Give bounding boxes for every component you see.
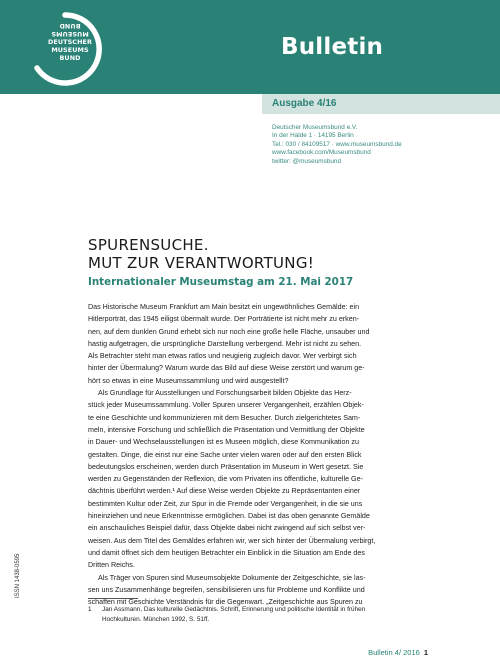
- body-line: sen uns Zusammenhänge begreifen, sensibilisieren uns für Probleme und Konflikte und: [88, 585, 365, 594]
- heading-line-2: MUT ZUR VERANTWORTUNG!: [88, 254, 315, 272]
- footnote-text-1: Jan Assmann, Das kulturelle Gedächtnis. Schrift, Erinnerung und politische Identität in frühen: [102, 606, 366, 613]
- logo-mirrored-line-2: MUSEUMS: [51, 30, 89, 38]
- logo-line-1: DEUTSCHER: [47, 38, 93, 46]
- article-body: [88, 301, 418, 608]
- body-line: hastig aufgetragen, die ursprüngliche Darstellung verbergend. Mehr ist nicht zu sehen.: [88, 339, 362, 348]
- contact-org: Deutscher Museumsbund e.V.: [272, 124, 358, 131]
- footnote-line: [88, 605, 418, 615]
- body-line: hineinziehen und neue Erkenntnisse ermöglichen. Dabei ist das oben genannte Gemälde: [88, 512, 370, 521]
- page-number: 1: [423, 648, 428, 657]
- footnote-divider: [88, 598, 138, 599]
- heading-line-1: SPURENSUCHE.: [88, 236, 209, 254]
- body-line: dächtnis überführt werden.¹ Auf diese Weise werden Objekte zu Repräsentanten einer: [88, 487, 361, 496]
- body-line: Als Betrachter steht man etwas ratlos und neugierig zugleich davor. Wer verbirgt sich: [88, 352, 357, 361]
- body-line: ein anschauliches Beispiel dafür, dass Objekte dabei nicht zwingend auf sich selbst ver-: [88, 524, 366, 533]
- footnote: [88, 605, 418, 625]
- footnote-text-2: Hochkulturen. München 1992, S. 51ff.: [102, 616, 210, 623]
- issn-label: ISSN 1438-0595: [15, 553, 21, 598]
- body-line: Als Grundlage für Ausstellungen und Forschungsarbeit bilden Objekte das Herz-: [98, 389, 352, 398]
- header-band: [0, 0, 500, 94]
- logo-wordmark: [40, 22, 100, 62]
- issue-label: Ausgabe 4/16: [272, 98, 337, 109]
- body-line: Als Träger von Spuren sind Museumsobjekte Dokumente der Zeitgeschichte, sie las-: [98, 573, 366, 582]
- body-line: werden zu Gegenständen der Reflexion, die vom Privaten ins öffentliche, kulturelle Ge-: [88, 475, 363, 484]
- footer-label: Bulletin 4/ 2016: [368, 648, 420, 657]
- body-line: in Dauer- und Wechselausstellungen ist es Museen möglich, diese Kommunikation zu: [88, 438, 359, 447]
- body-line: hinter der Übermalung? Warum wurde das Bild auf diese Weise zerstört und warum ge-: [88, 364, 365, 373]
- body-line: Hitlerporträt, das 1945 eiligst übermalt wurde. Der Porträtierte ist nicht mehr zu erken-: [88, 315, 360, 324]
- logo-mirrored-line-1: BUND: [59, 22, 81, 30]
- body-line: Dritten Reichs.: [88, 561, 135, 570]
- page-footer: [368, 648, 428, 657]
- body-line: gestalten. Dinge, die einst nur eine Sache unter vielen waren oder auf den ersten Blick: [88, 450, 362, 459]
- body-line: bestimmten Kultur oder Zeit, zur Spur in die Fremde oder Vergangenheit, in die sie uns: [88, 499, 363, 508]
- contact-facebook-link[interactable]: www.facebook.com/Museumsbund: [272, 149, 371, 157]
- body-line: nen, auf dem dunklen Grund erhebt sich nur noch eine große helle Fläche, unsauber und: [88, 327, 370, 336]
- body-line: weisen. Aus dem Titel des Gemäldes erfahren wir, wer sich hinter der Übermalung verbirgt,: [88, 536, 376, 545]
- logo-line-3: BUND: [59, 54, 81, 62]
- article-heading: [88, 236, 314, 272]
- body-line: und damit öffnet sich dem heutigen Betrachter ein Einblick in die Situation am Ende des: [88, 548, 365, 557]
- contact-block: [272, 124, 402, 166]
- contact-address: In der Halde 1 · 14195 Berlin: [272, 132, 354, 140]
- body-line: schaffen mit Geschichte Verständnis für die Gegenwart. „Zeitgeschichte aus Spuren zu: [88, 598, 363, 607]
- body-line: Das Historische Museum Frankfurt am Main besitzt ein ungewöhnliches Gemälde: ein: [88, 303, 360, 311]
- contact-twitter-link[interactable]: twitter: @museumsbund: [272, 157, 341, 165]
- body-line: hört so etwas in eine Museumssammlung und wird ausgestellt?: [88, 376, 289, 385]
- footnote-number: 1: [88, 606, 92, 613]
- article-subtitle: Internationaler Museumstag am 21. Mai 2017: [88, 276, 354, 288]
- body-line: te eine Geschichte und kommunizieren mit dem Besucher. Durch zielgerichtetes Sam-: [88, 413, 361, 422]
- body-line: meln, intensive Forschung und schließlich die Präsentation und Vermittlung der Objekte: [88, 425, 365, 434]
- body-line: bedeutungslos erscheinen, werden durch Präsentation im Museum in Wert gesetzt. Sie: [88, 462, 364, 471]
- contact-phone-web[interactable]: Tel.: 030 / 84109517 · www.museumsbund.de: [272, 140, 402, 148]
- logo-line-2: MUSEUMS: [51, 46, 89, 54]
- body-line: stück jeder Museumssammlung. Voller Spuren unserer Vergangenheit, erzählen Objek-: [88, 401, 364, 410]
- publication-title: Bulletin: [281, 34, 384, 60]
